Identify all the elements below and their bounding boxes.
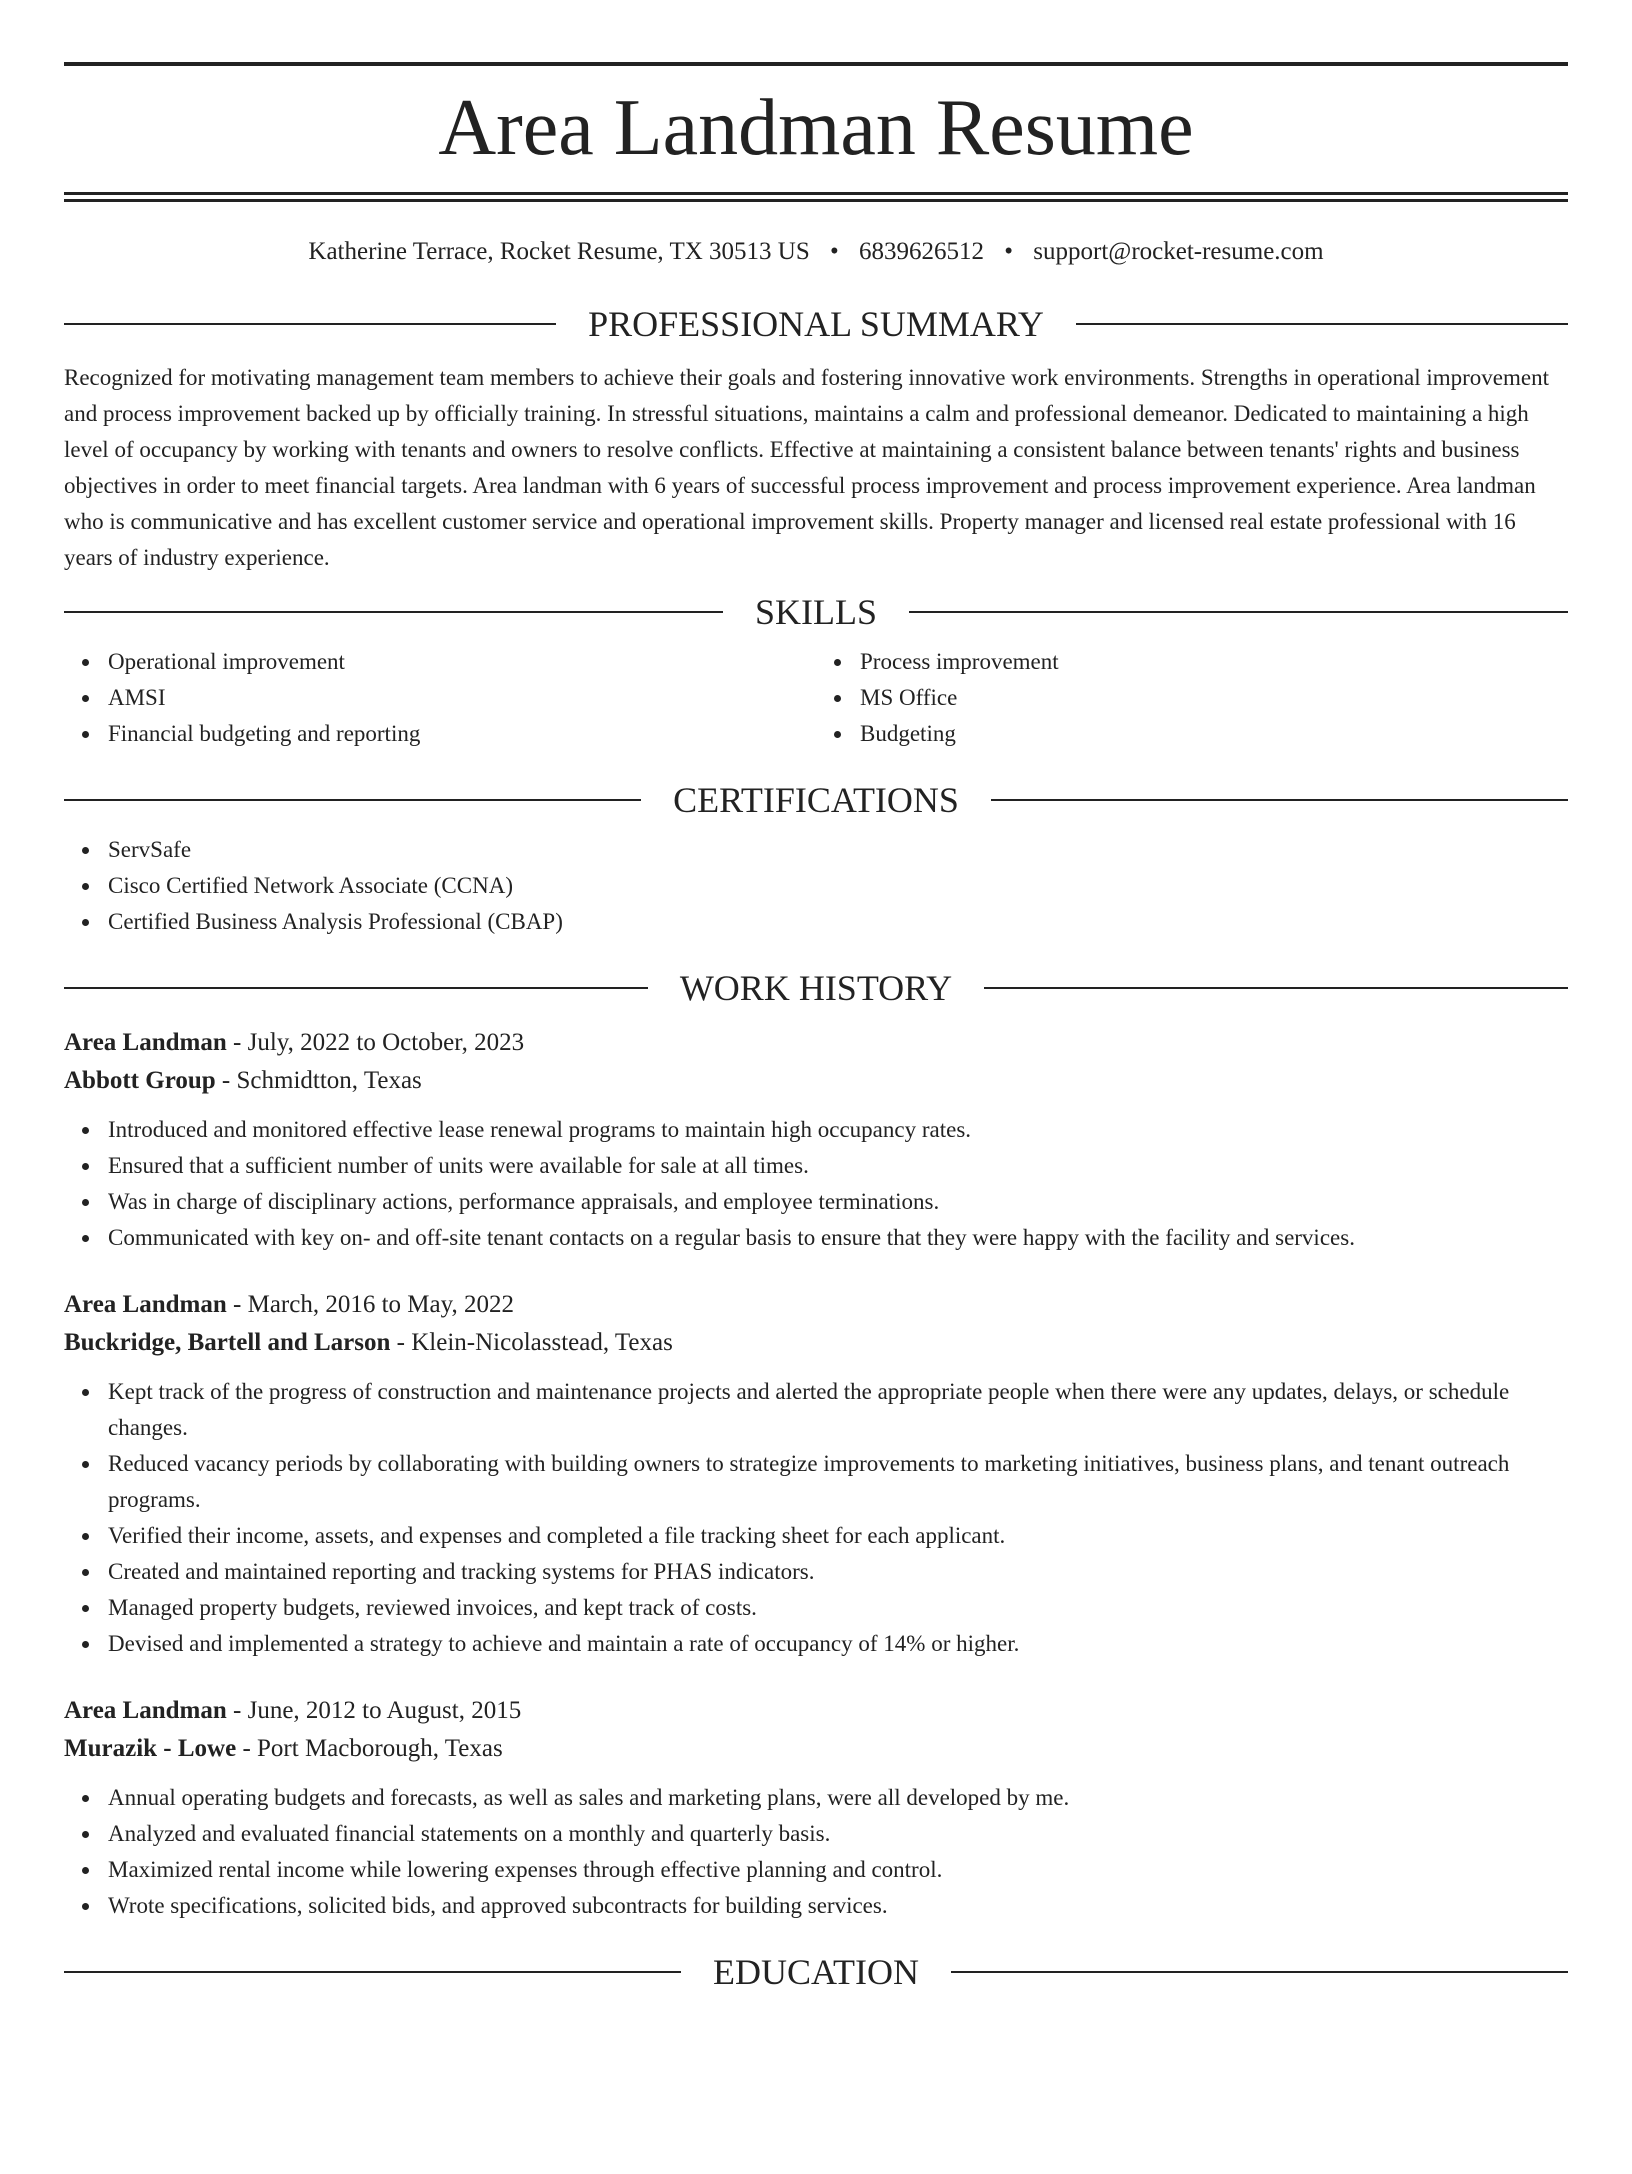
job-bullet: Annual operating budgets and forecasts, as well as sales and marketing plans, were all developed by me.	[108, 1780, 1568, 1816]
skill-item: Budgeting	[860, 716, 1568, 752]
heading-rule	[64, 611, 723, 613]
job-bullets	[64, 1112, 1568, 1256]
summary-heading: PROFESSIONAL SUMMARY	[588, 304, 1044, 344]
certification-item: ServSafe	[108, 832, 1568, 868]
job-bullet: Was in charge of disciplinary actions, performance appraisals, and employee terminations.	[108, 1184, 1568, 1220]
education-heading: EDUCATION	[713, 1952, 919, 1992]
skill-item: Financial budgeting and reporting	[108, 716, 816, 752]
job-bullets	[64, 1780, 1568, 1924]
job-bullet: Analyzed and evaluated financial statements on a monthly and quarterly basis.	[108, 1816, 1568, 1852]
heading-rule	[1076, 323, 1568, 325]
certifications-section-heading	[64, 778, 1568, 822]
certifications-heading: CERTIFICATIONS	[673, 780, 959, 820]
heading-rule	[984, 987, 1568, 989]
certifications-list	[64, 832, 1568, 940]
job-title: Area Landman	[64, 1291, 227, 1318]
job-dates: - June, 2012 to August, 2015	[226, 1697, 522, 1724]
heading-rule	[64, 799, 641, 801]
skills-grid	[64, 644, 1568, 752]
skills-heading: SKILLS	[755, 592, 878, 632]
page-title: Area Landman Resume	[438, 84, 1194, 172]
job-location: - Port Macborough, Texas	[236, 1735, 503, 1762]
skill-item: AMSI	[108, 680, 816, 716]
job-bullet: Communicated with key on- and off-site tenant contacts on a regular basis to ensure that they were happy with the facility and services.	[108, 1220, 1568, 1256]
job-company-line	[64, 1324, 1568, 1362]
job-bullets	[64, 1374, 1568, 1662]
job-dates: - March, 2016 to May, 2022	[226, 1291, 514, 1318]
job-company: Buckridge, Bartell and Larson	[64, 1329, 391, 1356]
job-title: Area Landman	[64, 1029, 227, 1056]
job-company-line	[64, 1062, 1568, 1100]
job-bullet: Introduced and monitored effective lease renewal programs to maintain high occupancy rates.	[108, 1112, 1568, 1148]
job-bullet: Managed property budgets, reviewed invoices, and kept track of costs.	[108, 1590, 1568, 1626]
job-bullet: Ensured that a sufficient number of units were available for sale at all times.	[108, 1148, 1568, 1184]
contact-separator: •	[1004, 238, 1014, 265]
skill-item: Operational improvement	[108, 644, 816, 680]
summary-section-heading	[64, 302, 1568, 346]
work-heading: WORK HISTORY	[679, 968, 953, 1008]
education-section-heading	[64, 1950, 1568, 1994]
skills-right-list	[816, 644, 1568, 752]
heading-rule	[909, 611, 1568, 613]
contact-line	[64, 236, 1568, 268]
job-title-line	[64, 1024, 1568, 1062]
job-entry	[64, 1692, 1568, 1924]
job-bullet: Kept track of the progress of construction and maintenance projects and alerted the appropriate people when there were any updates, delays, or schedule changes.	[108, 1374, 1568, 1446]
summary-text: Recognized for motivating management team members to achieve their goals and fostering innovative work environments. Strengths in operational improvement and process improvement backed up by officially training. In stressful situations, maintains a calm and professional demeanor. Dedicated to maintaining a high level of occupancy by working with tenants and owners to resolve conflicts. Effective at maintaining a consistent balance between tenants' rights and business objectives in order to meet financial targets. Area landman with 6 years of successful process improvement and process improvement experience. Area landman who is communicative and has excellent customer service and operational improvement skills. Property manager and licensed real estate professional with 16 years of industry experience.	[64, 365, 1550, 570]
job-company: Abbott Group	[64, 1067, 216, 1094]
top-rule	[64, 62, 1568, 66]
contact-email: support@rocket-resume.com	[1033, 238, 1324, 265]
job-company: Murazik - Lowe	[64, 1735, 237, 1762]
skills-section-heading	[64, 590, 1568, 634]
certification-item: Cisco Certified Network Associate (CCNA)	[108, 868, 1568, 904]
job-entry	[64, 1024, 1568, 1256]
heading-rule	[64, 987, 648, 989]
skill-item: MS Office	[860, 680, 1568, 716]
job-bullet: Wrote specifications, solicited bids, and approved subcontracts for building services.	[108, 1888, 1568, 1924]
contact-phone: 6839626512	[859, 238, 985, 265]
title-double-rule	[64, 192, 1568, 202]
contact-address: Katherine Terrace, Rocket Resume, TX 30513 US	[308, 238, 810, 265]
job-bullet: Maximized rental income while lowering expenses through effective planning and control.	[108, 1852, 1568, 1888]
resume-page	[0, 62, 1632, 2174]
job-bullet: Created and maintained reporting and tracking systems for PHAS indicators.	[108, 1554, 1568, 1590]
job-bullet: Verified their income, assets, and expenses and completed a file tracking sheet for each applicant.	[108, 1518, 1568, 1554]
job-title-line	[64, 1692, 1568, 1730]
heading-rule	[64, 323, 556, 325]
heading-rule	[991, 799, 1568, 801]
heading-rule	[64, 1971, 681, 1973]
job-title: Area Landman	[64, 1697, 227, 1724]
heading-rule	[951, 1971, 1568, 1973]
certification-item: Certified Business Analysis Professional (CBAP)	[108, 904, 1568, 940]
job-entry	[64, 1286, 1568, 1662]
job-location: - Schmidtton, Texas	[215, 1067, 422, 1094]
job-bullet: Devised and implemented a strategy to achieve and maintain a rate of occupancy of 14% or higher.	[108, 1626, 1568, 1662]
contact-separator: •	[830, 238, 839, 265]
job-dates: - July, 2022 to October, 2023	[226, 1029, 525, 1056]
job-bullet: Reduced vacancy periods by collaborating with building owners to strategize improvements to marketing initiatives, business plans, and tenant outreach programs.	[108, 1446, 1568, 1518]
skill-item: Process improvement	[860, 644, 1568, 680]
work-section-heading	[64, 966, 1568, 1010]
skills-left-list	[64, 644, 816, 752]
job-title-line	[64, 1286, 1568, 1324]
job-company-line	[64, 1730, 1568, 1768]
job-location: - Klein-Nicolasstead, Texas	[390, 1329, 673, 1356]
